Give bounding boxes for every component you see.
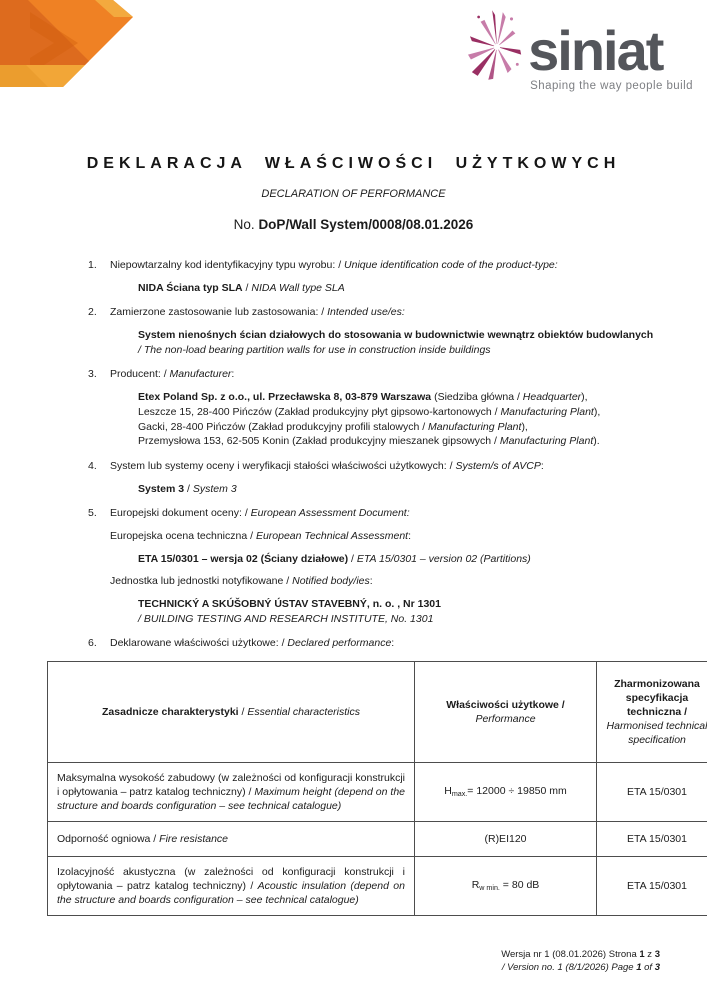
- item-heading: Niepowtarzalny kod identyfikacyjny typu wyrobu: / Unique identification code of the product-type:: [110, 259, 558, 271]
- declared-performance-table: [47, 661, 707, 916]
- item-value: Etex Poland Sp. z o.o., ul. Przecławska 8, 03-879 Warszawa (Siedziba główna / Headquarter), Leszcze 15, 28-400 Pińczów (Zakład produkcyjny płyt gipsowo-kartonowych / Manufacturing Plant), Gacki, 28-400 Pińczów (Zakład produkcyjny profili stalowych / Manufacturing Plant), Przemysłowa 153, 62-505 Konin (Zakład produkcyjny mieszanek gipsowych / Manufacturing Plant).: [138, 391, 601, 448]
- table-header-row: [48, 662, 707, 763]
- item-number: 2.: [88, 306, 97, 319]
- item-subheading: Jednostka lub jednostki notyfikowane / Notified body/ies:: [110, 575, 373, 588]
- item-number: 6.: [88, 637, 97, 650]
- table-row: [48, 763, 707, 822]
- document-title: DEKLARACJA WŁAŚCIWOŚCI UŻYTKOWYCH: [86, 155, 621, 172]
- cell-performance: Hmax.= 12000 ÷ 19850 mm: [415, 763, 597, 822]
- cell-spec: ETA 15/0301: [597, 822, 707, 857]
- list-item-1: [88, 258, 667, 295]
- header-essential-characteristics: Zasadnicze charakterystyki / Essential characteristics: [48, 662, 415, 763]
- list-item-5: [88, 506, 667, 626]
- item-number: 1.: [88, 259, 97, 271]
- item-number: 3.: [88, 368, 97, 381]
- corner-accent-graphic: [0, 0, 135, 90]
- list-item-6: [88, 636, 667, 651]
- item-heading: System lub systemy oceny i weryfikacji stałości właściwości użytkowych: / System/s of AVCP:: [110, 459, 544, 472]
- document-number: No. DoP/Wall System/0008/08.01.2026: [233, 217, 474, 232]
- page-footer: [501, 948, 660, 975]
- item-heading: Europejski dokument oceny: / European Assessment Document:: [110, 507, 410, 520]
- table-row: [48, 822, 707, 857]
- list-item-3: [88, 367, 667, 448]
- item-value: NIDA Ściana typ SLA / NIDA Wall type SLA: [138, 281, 345, 294]
- document-subtitle: DECLARATION OF PERFORMANCE: [261, 188, 446, 200]
- cell-characteristic: Maksymalna wysokość zabudowy (w zależności od konfiguracji konstrukcji i opłytowania – patrz katalog techniczny) / Maximum height (depend on the structure and boards configuration – see technical catalogue): [48, 763, 415, 822]
- item-value: System nienośnych ścian działowych do stosowania w budownictwie wewnątrz obiektów budowlanych / The non-load bearing partition walls for use in construction inside buildings: [138, 329, 654, 356]
- logo-wordmark: siniat: [528, 19, 663, 83]
- item-subheading: Europejska ocena techniczna / European Technical Assessment:: [110, 529, 412, 542]
- cell-characteristic: Izolacyjność akustyczna (w zależności od konfiguracji konstrukcji i opłytowania – patrz katalog techniczny) / Acoustic insulation (depend on the structure and boards configuration – see technical catalogue): [48, 857, 415, 916]
- starburst-icon: [468, 8, 526, 82]
- title-block: [0, 155, 707, 232]
- item-heading: Deklarowane właściwości użytkowe: / Declared performance:: [110, 637, 395, 650]
- item-value: System 3 / System 3: [138, 482, 237, 495]
- list-item-4: [88, 459, 667, 496]
- declaration-list: [88, 258, 667, 651]
- item-number: 5.: [88, 507, 97, 520]
- item-heading: Producent: / Manufacturer:: [110, 368, 235, 381]
- header-performance: Właściwości użytkowe / Performance: [415, 662, 597, 763]
- item-value: ETA 15/0301 – wersja 02 (Ściany działowe) / ETA 15/0301 – version 02 (Partitions): [138, 552, 531, 565]
- item-number: 4.: [88, 459, 97, 472]
- cell-performance: Rw min. = 80 dB: [415, 857, 597, 916]
- cell-spec: ETA 15/0301: [597, 857, 707, 916]
- logo-tagline: Shaping the way people build: [530, 80, 693, 92]
- header-harmonised-spec: Zharmonizowana specyfikacja techniczna / Harmonised technical specification: [597, 662, 707, 763]
- version-line-pl: Wersja nr 1 (08.01.2026) Strona 1 z 3: [501, 949, 660, 960]
- siniat-logo: [468, 8, 693, 92]
- cell-spec: ETA 15/0301: [597, 763, 707, 822]
- table-row: [48, 857, 707, 916]
- version-line-en: / Version no. 1 (8/1/2026) Page 1 of 3: [501, 962, 660, 974]
- item-heading: Zamierzone zastosowanie lub zastosowania: / Intended use/es:: [110, 306, 405, 319]
- item-value: TECHNICKÝ A SKÚŠOBNÝ ÚSTAV STAVEBNÝ, n. o. , Nr 1301 / BUILDING TESTING AND RESEARCH INSTITUTE, No. 1301: [138, 598, 441, 625]
- cell-performance: (R)EI120: [415, 822, 597, 857]
- list-item-2: [88, 305, 667, 357]
- cell-characteristic: Odporność ogniowa / Fire resistance: [48, 822, 415, 857]
